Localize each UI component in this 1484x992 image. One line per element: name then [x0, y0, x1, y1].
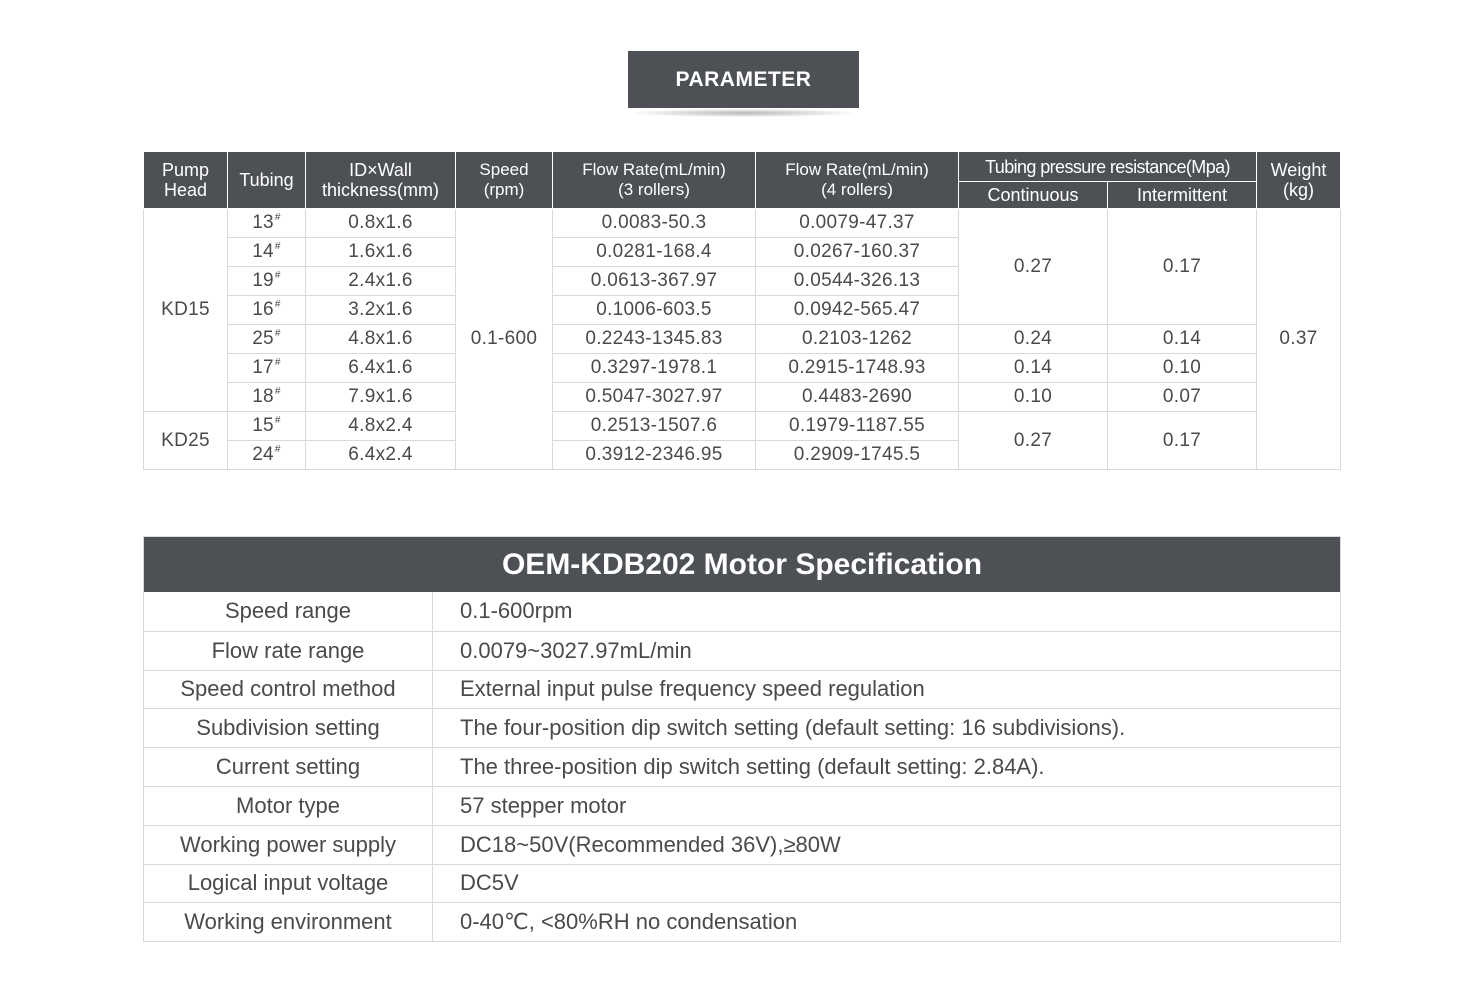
tubing-cell: 15# — [228, 412, 306, 441]
spec-label: Working environment — [144, 903, 433, 941]
flow-4-cell: 0.0267-160.37 — [756, 238, 959, 267]
flow-3-cell: 0.1006-603.5 — [553, 296, 756, 325]
header-tubing: Tubing — [228, 152, 306, 209]
table-row — [144, 354, 1341, 383]
continuous-cell: 0.24 — [959, 325, 1108, 354]
continuous-cell: 0.27 — [959, 412, 1108, 470]
spec-value: The three-position dip switch setting (default setting: 2.84A). — [460, 754, 1045, 780]
intermittent-cell: 0.10 — [1108, 354, 1257, 383]
tubing-cell: 25# — [228, 325, 306, 354]
header-intermittent: Intermittent — [1108, 182, 1257, 209]
spec-label: Flow rate range — [144, 632, 433, 670]
intermittent-cell: 0.14 — [1108, 325, 1257, 354]
intermittent-cell: 0.17 — [1108, 412, 1257, 470]
table-row — [144, 209, 1341, 238]
table-row — [144, 383, 1341, 412]
header-id-wall: ID×Wall thickness(mm) — [306, 152, 456, 209]
tubing-cell: 19# — [228, 267, 306, 296]
tubing-cell: 24# — [228, 441, 306, 470]
tubing-cell: 17# — [228, 354, 306, 383]
header-pump-head: Pump Head — [144, 152, 228, 209]
flow-3-cell: 0.0083-50.3 — [553, 209, 756, 238]
flow-3-cell: 0.2243-1345.83 — [553, 325, 756, 354]
spec-value: DC18~50V(Recommended 36V),≥80W — [460, 831, 841, 857]
spec-value: 0.0079~3027.97mL/min — [460, 637, 692, 663]
motor-spec-title: OEM-KDB202 Motor Specification — [144, 537, 1340, 592]
spec-value: 0.1-600rpm — [460, 598, 573, 624]
weight-cell: 0.37 — [1257, 209, 1341, 470]
spec-value: 0-40℃, <80%RH no condensation — [460, 909, 798, 935]
parameter-banner — [628, 51, 859, 117]
speed-cell: 0.1-600 — [456, 209, 553, 470]
header-weight: Weight (kg) — [1257, 152, 1341, 209]
id-wall-cell: 3.2x1.6 — [306, 296, 456, 325]
parameter-table — [143, 151, 1341, 470]
header-speed: Speed (rpm) — [456, 152, 553, 209]
spec-row — [144, 864, 1340, 903]
continuous-cell: 0.10 — [959, 383, 1108, 412]
spec-label: Speed control method — [144, 671, 433, 709]
tubing-cell: 18# — [228, 383, 306, 412]
spec-row — [144, 902, 1340, 941]
header-flow-3-rollers: Flow Rate(mL/min) (3 rollers) — [553, 152, 756, 209]
spec-row — [144, 786, 1340, 825]
parameter-title: PARAMETER — [628, 51, 859, 108]
banner-shadow — [634, 109, 853, 117]
flow-3-cell: 0.3297-1978.1 — [553, 354, 756, 383]
spec-body — [144, 592, 1340, 941]
tubing-cell: 13# — [228, 209, 306, 238]
flow-4-cell: 0.2909-1745.5 — [756, 441, 959, 470]
flow-4-cell: 0.2915-1748.93 — [756, 354, 959, 383]
flow-4-cell: 0.0942-565.47 — [756, 296, 959, 325]
spec-row — [144, 670, 1340, 709]
flow-3-cell: 0.3912-2346.95 — [553, 441, 756, 470]
id-wall-cell: 6.4x1.6 — [306, 354, 456, 383]
id-wall-cell: 4.8x1.6 — [306, 325, 456, 354]
flow-4-cell: 0.4483-2690 — [756, 383, 959, 412]
spec-label: Speed range — [144, 592, 433, 631]
tubing-cell: 14# — [228, 238, 306, 267]
continuous-cell: 0.14 — [959, 354, 1108, 383]
spec-row — [144, 708, 1340, 747]
flow-4-cell: 0.1979-1187.55 — [756, 412, 959, 441]
pump-head-cell: KD15 — [144, 209, 228, 412]
flow-3-cell: 0.2513-1507.6 — [553, 412, 756, 441]
spec-row — [144, 592, 1340, 631]
id-wall-cell: 2.4x1.6 — [306, 267, 456, 296]
spec-label: Logical input voltage — [144, 865, 433, 903]
intermittent-cell: 0.17 — [1108, 209, 1257, 325]
spec-row — [144, 747, 1340, 786]
spec-value: External input pulse frequency speed regulation — [460, 676, 925, 702]
spec-row — [144, 825, 1340, 864]
tubing-cell: 16# — [228, 296, 306, 325]
spec-value: 57 stepper motor — [460, 792, 627, 818]
intermittent-cell: 0.07 — [1108, 383, 1257, 412]
continuous-cell: 0.27 — [959, 209, 1108, 325]
flow-4-cell: 0.0544-326.13 — [756, 267, 959, 296]
flow-4-cell: 0.0079-47.37 — [756, 209, 959, 238]
flow-3-cell: 0.5047-3027.97 — [553, 383, 756, 412]
id-wall-cell: 6.4x2.4 — [306, 441, 456, 470]
id-wall-cell: 1.6x1.6 — [306, 238, 456, 267]
id-wall-cell: 7.9x1.6 — [306, 383, 456, 412]
spec-label: Current setting — [144, 748, 433, 786]
header-flow-4-rollers: Flow Rate(mL/min) (4 rollers) — [756, 152, 959, 209]
spec-label: Working power supply — [144, 826, 433, 864]
spec-label: Subdivision setting — [144, 709, 433, 747]
motor-spec-table — [143, 536, 1341, 942]
flow-4-cell: 0.2103-1262 — [756, 325, 959, 354]
spec-row — [144, 631, 1340, 670]
table-row — [144, 412, 1341, 441]
spec-value: DC5V — [460, 870, 519, 896]
pump-head-cell: KD25 — [144, 412, 228, 470]
id-wall-cell: 4.8x2.4 — [306, 412, 456, 441]
spec-label: Motor type — [144, 787, 433, 825]
header-continuous: Continuous — [959, 182, 1108, 209]
flow-3-cell: 0.0281-168.4 — [553, 238, 756, 267]
id-wall-cell: 0.8x1.6 — [306, 209, 456, 238]
table-row — [144, 325, 1341, 354]
spec-value: The four-position dip switch setting (default setting: 16 subdivisions). — [460, 715, 1126, 741]
flow-3-cell: 0.0613-367.97 — [553, 267, 756, 296]
header-pressure-resistance: Tubing pressure resistance(Mpa) — [959, 152, 1257, 182]
